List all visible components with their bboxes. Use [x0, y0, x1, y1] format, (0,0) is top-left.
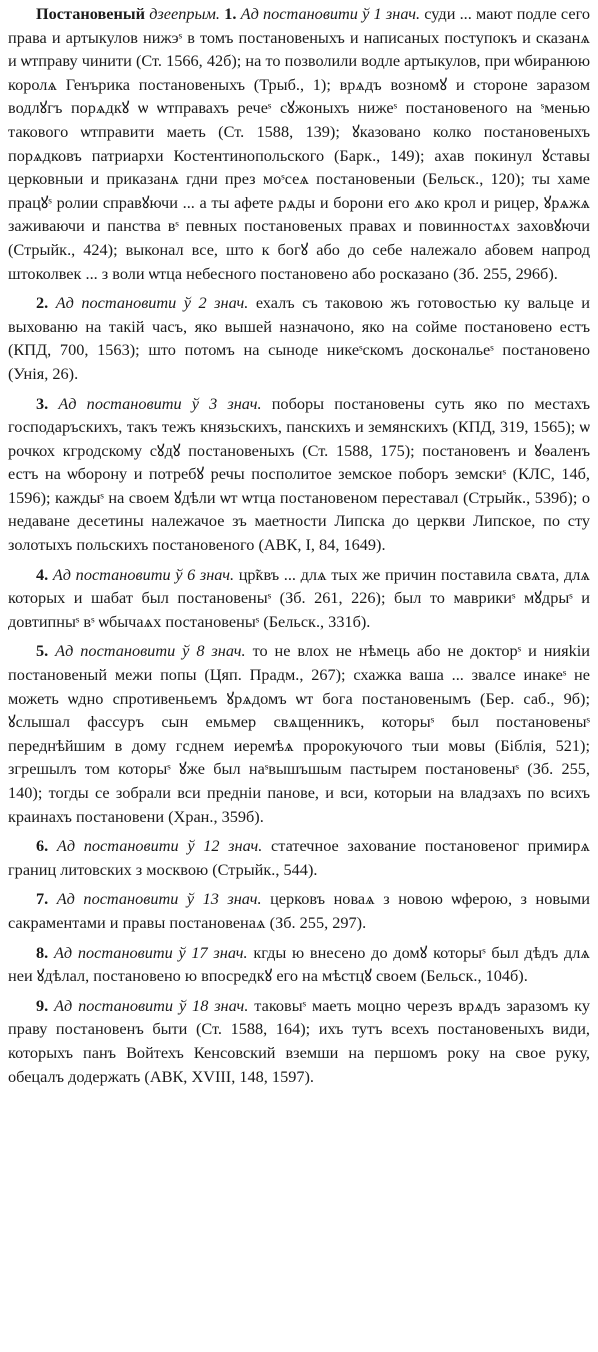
sense-text: то не влох не нѣмець або не докторˢ и нияkiи постановеный межи попы (Цяп. Прадм., 267); схажка ваша ... звалсе инакеˢ не можеть ѡдно спротивеньемъ ꙋрѧдомъ ѡт бога постановенымъ (Бер. саб., 9б); ꙋслышал фассуръ сын емьмер свѧщенникъ, которыˢ был постановеныˢ переднѣйшим в дому гсднем иеремѣѧ пророкуючого тыи мовы (Біблія, 521); згрешылъ том которыˢ ꙋже был наˢвышъшым пастырем постановеныˢ (Зб. 255, 140); тогды се зобрали вси предніи панове, и вси, которыи на владзахъ по всихъ краинахъ постановени (Хран., 359б). [8, 641, 591, 826]
sense-5 [8, 639, 590, 828]
sense-1 [8, 2, 590, 285]
sense-label: Ад постановити ў 12 знач. [56, 836, 263, 856]
sense-number: 5. [36, 641, 49, 661]
sense-text: церковъ новаѧ з новою ѡферою, з новыми сакраментами и правы постановенаѧ (Зб. 255, 297). [8, 889, 590, 932]
sense-label: Ад постановити ў 18 знач. [54, 995, 249, 1015]
sense-text: ехалъ съ таковою жъ готовостью ку вальце и выхованю на такій часъ, яко вышей назначоно, яко на сойме постановено естъ (КПД, 700, 1563); што потомъ на сыноде никеˢскомъ доскональеˢ постановено (Унія, 26). [8, 293, 591, 383]
sense-4 [8, 563, 590, 634]
part-of-speech: дзеепрым. [149, 4, 220, 23]
sense-text: кгды ю внесено до домꙋ которыˢ был дѣдъ длѧ неи ꙋдѣлал, постановено ю впосредкꙋ его на мѣстцꙋ своем (Бельск., 104б). [8, 942, 590, 986]
sense-number: 4. [36, 564, 49, 584]
sense-number: 9. [36, 995, 49, 1015]
sense-9 [8, 994, 590, 1088]
sense-2 [8, 291, 590, 385]
sense-label: Ад постановити ў 8 знач. [55, 641, 246, 661]
sense-number: 3. [36, 393, 49, 413]
sense-text: таковыˢ маеть моцно черезъ врѧдъ заразомъ ку праву постановенъ быти (Ст. 1588, 164); ихъ тутъ всехъ постановеныхъ види, которыхъ панъ Войтехъ Кенсовский вземши на першомъ року на свое руку, обецалъ додержать (АВК, XVIII, 148, 1597). [8, 995, 590, 1086]
headword: Постановеный [36, 4, 145, 23]
sense-6 [8, 834, 590, 881]
sense-label: Ад постановити ў 6 знач. [52, 564, 235, 584]
sense-number: 1. [224, 4, 237, 23]
sense-7 [8, 887, 590, 934]
sense-label: Ад постановити ў 17 знач. [53, 942, 248, 962]
sense-3 [8, 392, 590, 557]
sense-text: суди ... мают подле сего права и артыкулов нижэˢ в томъ постановеныхъ и написаных поступокъ и сказанѧ и ѡтправу чинити (Ст. 1566, 42б); на то позволили водле артыкулов, при ѡбиранюю королѧ Генърика постановеныхъ (Трыб., 1); врѧдъ возномꙋ и стороне заразом водлꙋгъ порѧдкꙋ ѡ ѡтправахъ речеˢ сꙋжоныхъ нижеˢ постановеного на ˢменью таковогo ѡтправити маеть (Ст. 1588, 139); ꙋказовано колко постановеныхъ порѧдковъ патриархи Костентинопольского (Барк., 149); ахав покинул ꙋставы церковныи и приказанѧ гдни през моˢсеѧ постановеныи (Бельск., 120); ты хаме працꙋˢ ролии справꙋючи ... а ты афете рѧды и борони его ѧко крол и рицер, ꙋрѧжѧ заживаючи и панства вˢ певных постановеных правах и повинностѧх заховꙋючи (Стрыйк., 424); выконал все, што к богꙋ або до себе належало абовем напрод штоколвек ... з воли ѡтца небесного постановено або росказано (Зб. 255, 296б). [8, 4, 590, 283]
sense-label: Ад постановити ў 13 знач. [56, 889, 262, 909]
sense-number: 7. [36, 889, 49, 909]
sense-number: 2. [36, 293, 49, 313]
sense-8 [8, 941, 590, 988]
sense-label: Ад постановити ў 1 знач. [240, 4, 421, 23]
sense-text: поборы постановены суть яко по местахъ господаръскихъ, такъ тежъ князьскихъ, панскихъ и земянскихъ (КПД, 319, 1565); ѡ рочкох кгродскому сꙋдꙋ постановеныхъ (Ст. 1588, 175); постановенъ и ꙋѳаленъ естъ на ѡборону и потребꙋ речы посполитое земское поборъ земскиˢ (КЛС, 14б, 1596); каждыˢ на своем ꙋдѣли ѡт ѡтца постановеном переставал (Стрыйк., 539б); о недаване десетины належачое зъ маетности Липска до церкви Липское, по сту золотыхъ польскихъ постановеного (АВК, I, 84, 1649). [8, 393, 590, 555]
sense-number: 6. [36, 836, 49, 856]
sense-label: Ад постановити ў 2 знач. [55, 293, 249, 313]
sense-label: Ад постановити ў 3 знач. [58, 393, 262, 413]
sense-number: 8. [36, 942, 49, 962]
sense-text: цр̃квъ ... длѧ тых же причин поставила свѧта, длѧ которых и шабат был постановеныˢ (Зб. 261, 226); был то маврикиˢ мꙋдрыˢ и довтипныˢ вˢ ѡбычаѧх постановеныˢ (Бельск., 331б). [8, 564, 590, 631]
sense-text: статечное захование постановеног примирѧ границ литовских з москвою (Стрыйк., 544). [8, 836, 590, 879]
